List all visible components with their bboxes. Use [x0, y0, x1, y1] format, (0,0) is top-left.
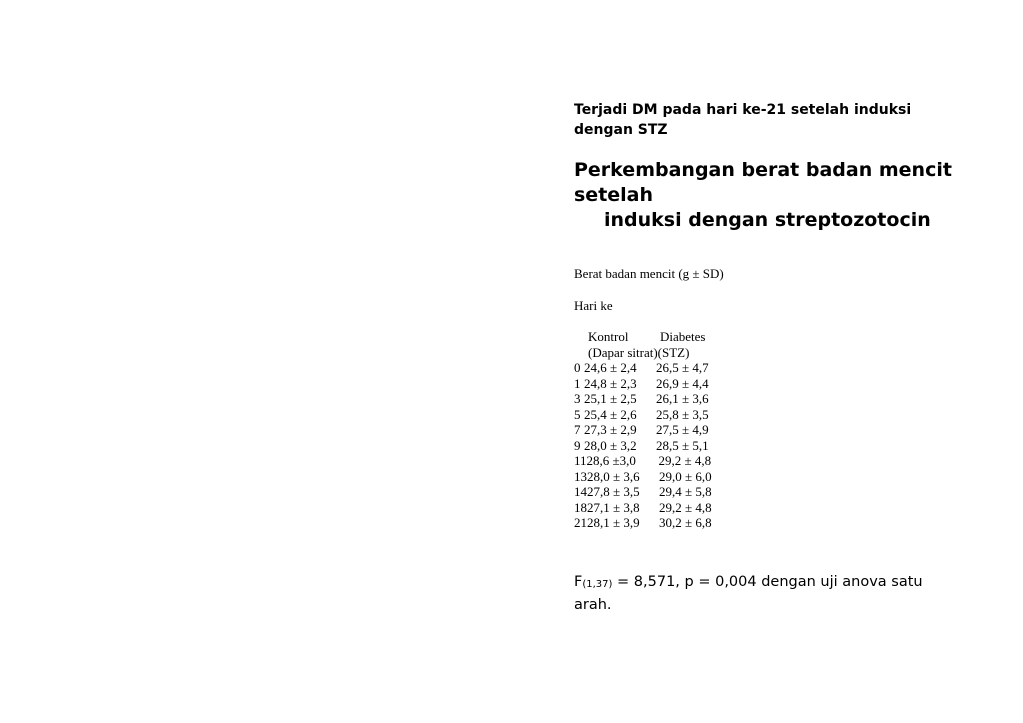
cell-day: 0: [574, 360, 581, 375]
cell-kontrol: 24,6 ± 2,4: [584, 360, 637, 375]
table-row: [574, 438, 954, 454]
cell-kontrol: 25,1 ± 2,5: [584, 391, 637, 406]
table-header-row: [574, 329, 954, 345]
table-body: [574, 360, 954, 531]
subheader-dapar-sitrat: (Dapar sitrat): [588, 344, 658, 360]
cell-stz: 29,2 ± 4,8: [658, 453, 712, 468]
title-line-2: induksi dengan streptozotocin: [604, 209, 931, 231]
cell-kontrol: 27,8 ± 3,5: [587, 484, 640, 499]
cell-day: 7: [574, 422, 581, 437]
cell-stz: 28,5 ± 5,1: [656, 437, 709, 453]
cell-day: 5: [574, 406, 581, 422]
table-row: [574, 376, 954, 392]
slide-content: [574, 100, 954, 531]
table-row: [574, 515, 954, 531]
weight-label: Berat badan mencit (g ± SD): [574, 266, 724, 281]
table-row: [574, 407, 954, 423]
cell-day: 13: [574, 468, 587, 484]
f-statistic-text: = 8,571, p = 0,004 dengan uji anova satu: [612, 574, 923, 590]
table-row: [574, 484, 954, 500]
table-row: [574, 469, 954, 485]
table-row: [574, 422, 954, 438]
cell-kontrol: 28,6 ±3,0: [586, 453, 636, 468]
cell-day: 21: [574, 515, 587, 530]
cell-stz: 27,5 ± 4,9: [656, 422, 709, 437]
cell-stz: 26,9 ± 4,4: [656, 375, 709, 391]
cell-day: 3: [574, 391, 581, 406]
table-row: [574, 360, 954, 376]
cell-day: 11: [574, 453, 587, 468]
cell-day: 9: [574, 437, 581, 453]
column-header-diabetes: Diabetes: [660, 329, 706, 344]
cell-kontrol: 24,8 ± 2,3: [584, 375, 637, 391]
cell-day: 1: [574, 375, 581, 391]
cell-stz: 26,1 ± 3,6: [656, 391, 709, 406]
cell-kontrol: 25,4 ± 2,6: [584, 406, 637, 422]
column-header-kontrol: Kontrol: [588, 329, 629, 344]
cell-stz: 26,5 ± 4,7: [656, 360, 709, 375]
cell-stz: 25,8 ± 3,5: [656, 406, 709, 422]
subheader-stz: (STZ): [657, 344, 690, 360]
f-statistic-df: (1,37): [582, 579, 613, 590]
cell-stz: 29,0 ± 6,0: [659, 468, 712, 484]
cell-stz: 29,4 ± 5,8: [659, 484, 712, 499]
intro-line-2: dengan STZ: [574, 122, 668, 138]
f-statistic-line-2: arah.: [574, 597, 612, 613]
cell-kontrol: 28,1 ± 3,9: [587, 515, 640, 530]
table-row: [574, 391, 954, 407]
cell-kontrol: 27,1 ± 3,8: [587, 499, 640, 515]
table-subheader-row: [574, 345, 954, 361]
cell-day: 14: [574, 484, 587, 499]
cell-stz: 30,2 ± 6,8: [659, 515, 712, 530]
table-row: [574, 500, 954, 516]
cell-kontrol: 27,3 ± 2,9: [584, 422, 637, 437]
table-row: [574, 453, 954, 469]
cell-kontrol: 28,0 ± 3,2: [584, 437, 637, 453]
title-line-1: Perkembangan berat badan mencit setelah: [574, 159, 952, 206]
weight-table: [574, 329, 954, 531]
day-label: Hari ke: [574, 297, 613, 313]
cell-day: 18: [574, 499, 587, 515]
cell-kontrol: 28,0 ± 3,6: [587, 468, 640, 484]
intro-line-1: Terjadi DM pada hari ke-21 setelah induksi: [574, 102, 912, 118]
intro-text: [574, 100, 954, 140]
anova-result: [574, 572, 954, 615]
page-title: [574, 158, 954, 233]
f-statistic-symbol: F: [574, 574, 583, 590]
cell-stz: 29,2 ± 4,8: [659, 499, 712, 515]
